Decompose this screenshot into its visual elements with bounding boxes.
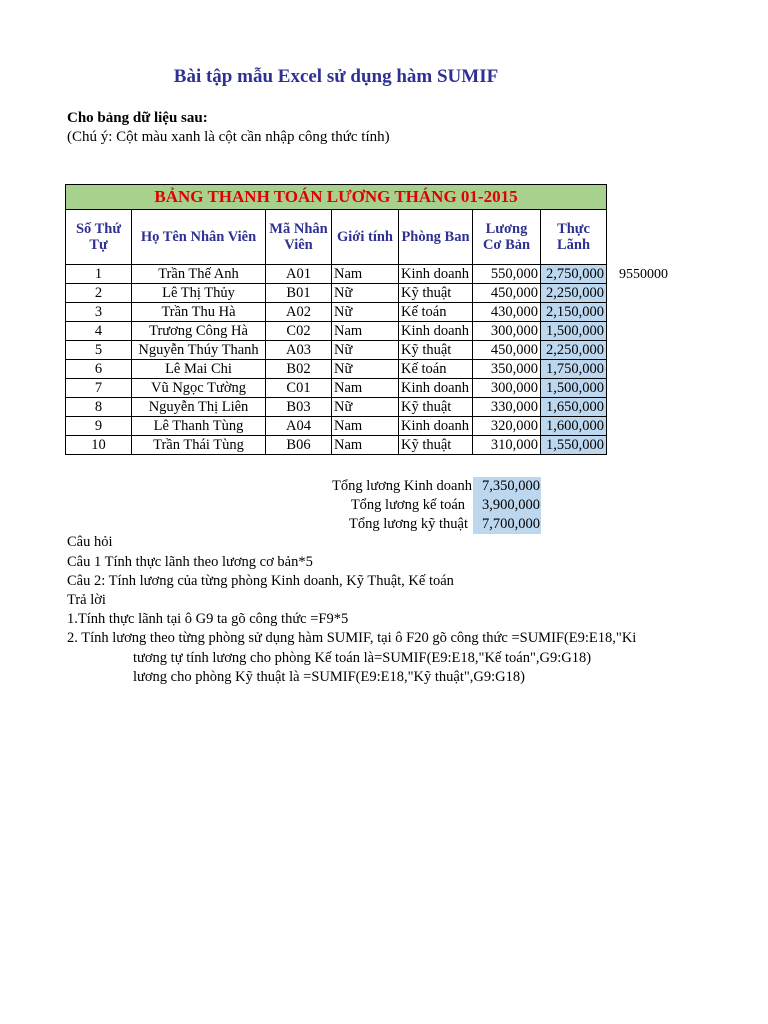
header-net: Thực Lãnh	[541, 210, 607, 265]
cell-base[interactable]: 300,000	[473, 379, 541, 398]
cell-code[interactable]: A03	[266, 341, 332, 360]
cell-base[interactable]: 310,000	[473, 436, 541, 455]
cell-name[interactable]: Trương Công Hà	[132, 322, 266, 341]
cell-stt[interactable]: 10	[66, 436, 132, 455]
table-row	[66, 341, 607, 360]
cell-gender[interactable]: Nam	[332, 436, 399, 455]
cell-stt[interactable]: 7	[66, 379, 132, 398]
table-row	[66, 360, 607, 379]
cell-code[interactable]: A04	[266, 417, 332, 436]
cell-name[interactable]: Trần Thu Hà	[132, 303, 266, 322]
header-gender: Giới tính	[332, 210, 399, 265]
cell-code[interactable]: B03	[266, 398, 332, 417]
summary-label-technical: Tổng lương kỹ thuật	[348, 516, 468, 532]
cell-dept[interactable]: Kinh doanh	[399, 417, 473, 436]
cell-dept[interactable]: Kế toán	[399, 360, 473, 379]
cell-gender[interactable]: Nữ	[332, 341, 399, 360]
cell-base[interactable]: 550,000	[473, 265, 541, 284]
answer-1: 1.Tính thực lãnh tại ô G9 ta gõ công thức =F9*5	[67, 611, 349, 627]
cell-gender[interactable]: Nữ	[332, 284, 399, 303]
table-row	[66, 303, 607, 322]
document-title: Bài tập mẫu Excel sử dụng hàm SUMIF	[173, 66, 499, 87]
cell-base[interactable]: 430,000	[473, 303, 541, 322]
cell-code[interactable]: A01	[266, 265, 332, 284]
cell-name[interactable]: Trần Thế Anh	[132, 265, 266, 284]
cell-stt[interactable]: 1	[66, 265, 132, 284]
summary-value-technical[interactable]: 7,700,000	[473, 515, 541, 534]
cell-stt[interactable]: 8	[66, 398, 132, 417]
cell-dept[interactable]: Kinh doanh	[399, 265, 473, 284]
cell-gender[interactable]: Nữ	[332, 303, 399, 322]
cell-base[interactable]: 300,000	[473, 322, 541, 341]
cell-stt[interactable]: 2	[66, 284, 132, 303]
cell-code[interactable]: C01	[266, 379, 332, 398]
intro-heading: Cho bảng dữ liệu sau:	[67, 110, 208, 126]
cell-net[interactable]: 1,600,000	[541, 417, 607, 436]
cell-name[interactable]: Trần Thái Tùng	[132, 436, 266, 455]
cell-gender[interactable]: Nam	[332, 265, 399, 284]
header-name: Họ Tên Nhân Viên	[132, 210, 266, 265]
cell-stt[interactable]: 3	[66, 303, 132, 322]
cell-name[interactable]: Vũ Ngọc Tường	[132, 379, 266, 398]
answer-2-line-2: tương tự tính lương cho phòng Kế toán là=SUMIF(E9:E18,"Kế toán",G9:G18)	[133, 650, 592, 666]
cell-net[interactable]: 1,650,000	[541, 398, 607, 417]
cell-net[interactable]: 2,750,000	[541, 265, 607, 284]
table-row	[66, 284, 607, 303]
table-row	[66, 265, 607, 284]
cell-base[interactable]: 450,000	[473, 341, 541, 360]
cell-base[interactable]: 330,000	[473, 398, 541, 417]
cell-code[interactable]: B01	[266, 284, 332, 303]
cell-stt[interactable]: 4	[66, 322, 132, 341]
cell-net[interactable]: 1,550,000	[541, 436, 607, 455]
cell-name[interactable]: Lê Thị Thủy	[132, 284, 266, 303]
question-2: Câu 2: Tính lương của từng phòng Kinh doanh, Kỹ Thuật, Kế toán	[67, 573, 454, 589]
table-row	[66, 322, 607, 341]
table-header-row	[66, 210, 607, 265]
cell-net[interactable]: 2,250,000	[541, 341, 607, 360]
cell-code[interactable]: A02	[266, 303, 332, 322]
cell-stt[interactable]: 5	[66, 341, 132, 360]
cell-dept[interactable]: Kỹ thuật	[399, 436, 473, 455]
answer-2: 2. Tính lương theo từng phòng sử dụng hàm SUMIF, tại ô F20 gõ công thức =SUMIF(E9:E18,"Ki	[67, 630, 637, 646]
answers-heading: Trả lời	[67, 592, 106, 608]
cell-name[interactable]: Nguyễn Thị Liên	[132, 398, 266, 417]
cell-gender[interactable]: Nam	[332, 322, 399, 341]
cell-net[interactable]: 1,500,000	[541, 322, 607, 341]
cell-name[interactable]: Lê Thanh Tùng	[132, 417, 266, 436]
answer-2-line-3: lương cho phòng Kỹ thuật là =SUMIF(E9:E18,"Kỹ thuật",G9:G18)	[133, 669, 525, 685]
cell-gender[interactable]: Nam	[332, 379, 399, 398]
cell-net[interactable]: 2,250,000	[541, 284, 607, 303]
cell-code[interactable]: B02	[266, 360, 332, 379]
cell-gender[interactable]: Nữ	[332, 398, 399, 417]
table-row	[66, 417, 607, 436]
cell-name[interactable]: Nguyễn Thúy Thanh	[132, 341, 266, 360]
table-row	[66, 436, 607, 455]
cell-base[interactable]: 450,000	[473, 284, 541, 303]
salary-table	[65, 184, 607, 455]
summary-label-sales: Tổng lương Kinh doanh	[332, 478, 472, 494]
table-banner: BẢNG THANH TOÁN LƯƠNG THÁNG 01-2015	[66, 185, 607, 210]
summary-label-accounting: Tổng lương kế toán	[350, 497, 465, 513]
cell-dept[interactable]: Kinh doanh	[399, 322, 473, 341]
cell-dept[interactable]: Kỹ thuật	[399, 284, 473, 303]
header-code: Mã Nhân Viên	[266, 210, 332, 265]
header-stt: Số Thứ Tự	[66, 210, 132, 265]
cell-code[interactable]: C02	[266, 322, 332, 341]
header-dept: Phòng Ban	[399, 210, 473, 265]
cell-code[interactable]: B06	[266, 436, 332, 455]
summary-value-sales[interactable]: 7,350,000	[473, 477, 541, 496]
cell-net[interactable]: 1,500,000	[541, 379, 607, 398]
cell-dept[interactable]: Kế toán	[399, 303, 473, 322]
cell-base[interactable]: 320,000	[473, 417, 541, 436]
question-1: Câu 1 Tính thực lãnh theo lương cơ bản*5	[67, 554, 313, 570]
table-row	[66, 398, 607, 417]
table-row	[66, 379, 607, 398]
cell-net[interactable]: 1,750,000	[541, 360, 607, 379]
questions-heading: Câu hỏi	[67, 534, 113, 550]
cell-dept[interactable]: Kỹ thuật	[399, 341, 473, 360]
cell-dept[interactable]: Kinh doanh	[399, 379, 473, 398]
cell-net[interactable]: 2,150,000	[541, 303, 607, 322]
header-base: Lương Cơ Bản	[473, 210, 541, 265]
intro-note: (Chú ý: Cột màu xanh là cột cần nhập công thức tính)	[67, 129, 390, 145]
cell-dept[interactable]: Kỹ thuật	[399, 398, 473, 417]
cell-name[interactable]: Lê Mai Chi	[132, 360, 266, 379]
cell-stt[interactable]: 9	[66, 417, 132, 436]
side-total-value[interactable]: 9550000	[619, 267, 668, 282]
cell-gender[interactable]: Nam	[332, 417, 399, 436]
cell-stt[interactable]: 6	[66, 360, 132, 379]
cell-gender[interactable]: Nữ	[332, 360, 399, 379]
cell-base[interactable]: 350,000	[473, 360, 541, 379]
summary-value-accounting[interactable]: 3,900,000	[473, 496, 541, 515]
